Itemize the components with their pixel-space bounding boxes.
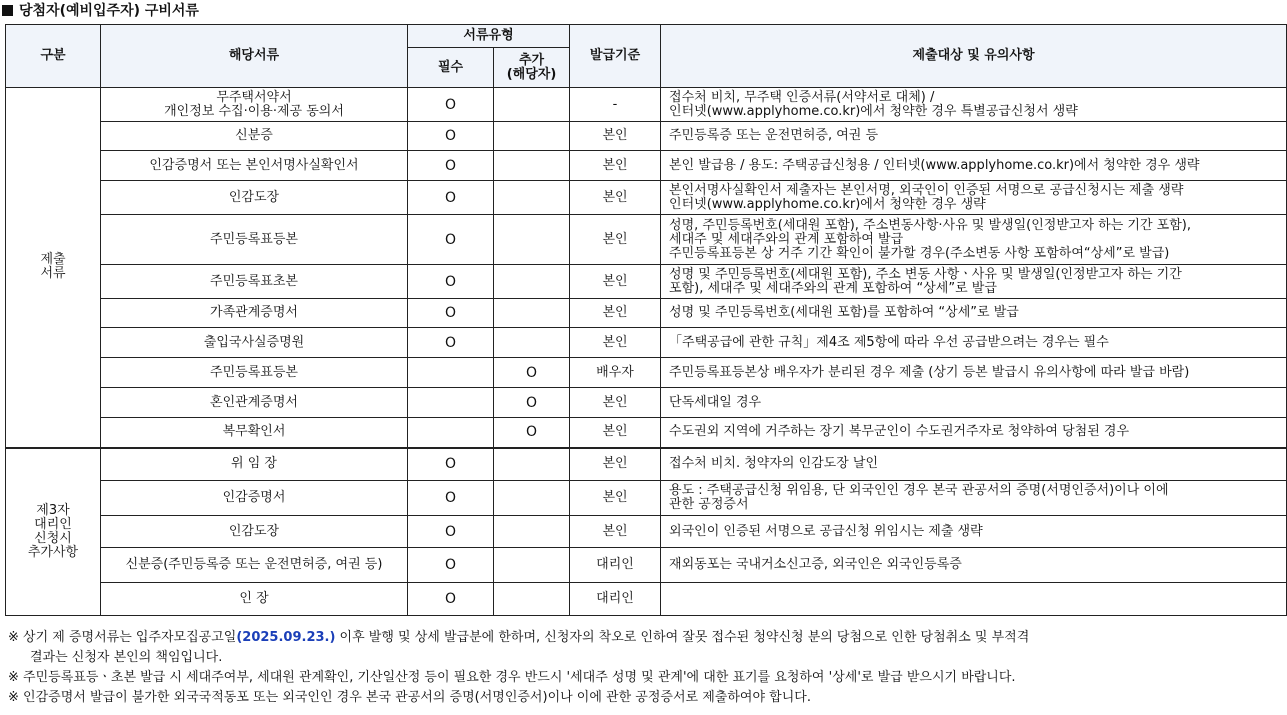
header-row [6, 25, 1287, 48]
issuer-basis: 본인 [570, 181, 661, 215]
notice-date: (2025.09.23.) [236, 630, 336, 645]
table-row [6, 516, 1287, 548]
table-row [6, 358, 1287, 388]
issuer-basis: 본인 [570, 481, 661, 516]
document-name: 무주택서약서 개인정보 수집·이용·제공 동의서 [101, 88, 408, 122]
issuer-basis: 대리인 [570, 583, 661, 616]
required-mark [408, 418, 494, 448]
table-row [6, 181, 1287, 215]
group-label: 제출 서류 [6, 88, 101, 448]
table-row [6, 151, 1287, 181]
additional-mark: O [494, 418, 570, 448]
required-mark: O [408, 88, 494, 122]
additional-mark [494, 151, 570, 181]
document-name: 주민등록표초본 [101, 265, 408, 299]
required-mark: O [408, 265, 494, 299]
footnote-2: ※ 주민등록표등ㆍ초본 발급 시 세대주여부, 세대원 관계확인, 기산일산정 등이 필요한 경우 반드시 '세대주 성명 및 관계'에 대한 표기를 요청하여 '상세'로 발급 받으시기 바랍니다. [8, 670, 1016, 685]
table-row [6, 583, 1287, 616]
footnote-1: ※ 상기 제 증명서류는 입주자모집공고일(2025.09.23.) 이후 발행 및 상세 발급분에 한하며, 신청자의 착오로 인하여 잘못 접수된 청약신청 분의 당첨으로 인한 당첨취소 및 부적격 [8, 630, 1030, 645]
submission-notes: 본인 발급용 / 용도: 주택공급신청용 / 인터넷(www.applyhome.co.kr)에서 청약한 경우 생략 [661, 151, 1287, 181]
required-mark: O [408, 215, 494, 265]
required-mark: O [408, 328, 494, 358]
header-category: 구분 [6, 25, 101, 88]
section-title: 당첨자(예비입주자) 구비서류 [19, 3, 199, 19]
document-name: 주민등록표등본 [101, 215, 408, 265]
additional-mark [494, 299, 570, 328]
additional-mark: O [494, 358, 570, 388]
submission-notes: 수도권외 지역에 거주하는 장기 복무군인이 수도권거주자로 청약하여 당첨된 경우 [661, 418, 1287, 448]
issuer-basis: 본인 [570, 516, 661, 548]
document-name: 주민등록표등본 [101, 358, 408, 388]
submission-notes: 본인서명사실확인서 제출자는 본인서명, 외국인이 인증된 서명으로 공급신청시는 제출 생략 인터넷(www.applyhome.co.kr)에서 청약한 경우 생략 [661, 181, 1287, 215]
footnote-3: ※ 인감증명서 발급이 불가한 외국국적동포 또는 외국인인 경우 본국 관공서의 증명(서명인증서)이나 이에 관한 공정증서로 제출하여야 합니다. [8, 690, 811, 705]
table-row [6, 418, 1287, 448]
table-row [6, 122, 1287, 151]
required-mark: O [408, 548, 494, 583]
required-mark [408, 358, 494, 388]
issuer-basis: 대리인 [570, 548, 661, 583]
required-mark [408, 388, 494, 418]
table-row [6, 481, 1287, 516]
additional-mark [494, 328, 570, 358]
document-name: 인감증명서 [101, 481, 408, 516]
required-mark: O [408, 448, 494, 481]
header-notes: 제출대상 및 유의사항 [661, 25, 1287, 88]
submission-notes: 주민등록증 또는 운전면허증, 여권 등 [661, 122, 1287, 151]
document-name: 신분증(주민등록증 또는 운전면허증, 여권 등) [101, 548, 408, 583]
additional-mark [494, 548, 570, 583]
header-additional: 추가 (해당자) [494, 48, 570, 88]
header-issuer: 발급기준 [570, 25, 661, 88]
document-name: 복무확인서 [101, 418, 408, 448]
table-row [6, 265, 1287, 299]
document-name: 인감증명서 또는 본인서명사실확인서 [101, 151, 408, 181]
additional-mark [494, 516, 570, 548]
document-name: 신분증 [101, 122, 408, 151]
issuer-basis: 본인 [570, 448, 661, 481]
submission-notes: 재외동포는 국내거소신고증, 외국인은 외국인등록증 [661, 548, 1287, 583]
footnotes [8, 628, 1287, 708]
table-row [6, 548, 1287, 583]
required-mark: O [408, 151, 494, 181]
documents-table [5, 24, 1287, 616]
additional-mark [494, 215, 570, 265]
submission-notes: 성명 및 주민등록번호(세대원 포함), 주소 변동 사항ㆍ사유 및 발생일(인정받고자 하는 기간 포함), 세대주 및 세대주와의 관계 포함하여 “상세”로 발급 [661, 265, 1287, 299]
black-square-icon [2, 5, 13, 16]
table-row [6, 88, 1287, 122]
submission-notes: 단독세대일 경우 [661, 388, 1287, 418]
issuer-basis: 배우자 [570, 358, 661, 388]
additional-mark [494, 448, 570, 481]
submission-notes: 접수처 비치. 청약자의 인감도장 날인 [661, 448, 1287, 481]
submission-notes [661, 583, 1287, 616]
section-heading [0, 0, 199, 22]
issuer-basis: 본인 [570, 215, 661, 265]
issuer-basis: 본인 [570, 299, 661, 328]
document-name: 위 임 장 [101, 448, 408, 481]
issuer-basis: 본인 [570, 265, 661, 299]
additional-mark [494, 88, 570, 122]
table-row [6, 299, 1287, 328]
document-name: 인감도장 [101, 516, 408, 548]
submission-notes: 주민등록표등본상 배우자가 분리된 경우 제출 (상기 등본 발급시 유의사항에 따라 발급 바람) [661, 358, 1287, 388]
table-row [6, 388, 1287, 418]
submission-notes: 성명, 주민등록번호(세대원 포함), 주소변동사항·사유 및 발생일(인정받고자 하는 기간 포함), 세대주 및 세대주와의 관계 포함하여 발급 주민등록표등본 상 거주 기간 확인이 불가할 경우(주소변동 사항 포함하여“상세”로 발급) [661, 215, 1287, 265]
table-row [6, 448, 1287, 481]
header-document: 해당서류 [101, 25, 408, 88]
table-row [6, 215, 1287, 265]
required-mark: O [408, 583, 494, 616]
header-required: 필수 [408, 48, 494, 88]
required-mark: O [408, 516, 494, 548]
issuer-basis: 본인 [570, 151, 661, 181]
issuer-basis: 본인 [570, 122, 661, 151]
required-mark: O [408, 122, 494, 151]
table-row [6, 328, 1287, 358]
issuer-basis: 본인 [570, 418, 661, 448]
additional-mark [494, 481, 570, 516]
submission-notes: 접수처 비치, 무주택 인증서류(서약서로 대체) / 인터넷(www.applyhome.co.kr)에서 청약한 경우 특별공급신청서 생략 [661, 88, 1287, 122]
additional-mark [494, 181, 570, 215]
issuer-basis: 본인 [570, 388, 661, 418]
submission-notes: 성명 및 주민등록번호(세대원 포함)를 포함하여 “상세”로 발급 [661, 299, 1287, 328]
document-name: 인 장 [101, 583, 408, 616]
document-name: 출입국사실증명원 [101, 328, 408, 358]
footnote-1-continued: 결과는 신청자 본인의 책임입니다. [30, 650, 223, 665]
additional-mark [494, 122, 570, 151]
document-name: 인감도장 [101, 181, 408, 215]
document-name: 혼인관계증명서 [101, 388, 408, 418]
submission-notes: 용도 : 주택공급신청 위임용, 단 외국인인 경우 본국 관공서의 증명(서명인증서)이나 이에 관한 공정증서 [661, 481, 1287, 516]
required-mark: O [408, 481, 494, 516]
additional-mark [494, 583, 570, 616]
required-mark: O [408, 299, 494, 328]
submission-notes: 「주택공급에 관한 규칙」제4조 제5항에 따라 우선 공급받으려는 경우는 필수 [661, 328, 1287, 358]
submission-notes: 외국인이 인증된 서명으로 공급신청 위임시는 제출 생략 [661, 516, 1287, 548]
issuer-basis: 본인 [570, 328, 661, 358]
group-label: 제3자 대리인 신청시 추가사항 [6, 448, 101, 616]
additional-mark [494, 265, 570, 299]
required-mark: O [408, 181, 494, 215]
header-type-group: 서류유형 [408, 25, 570, 48]
additional-mark: O [494, 388, 570, 418]
document-name: 가족관계증명서 [101, 299, 408, 328]
issuer-basis: - [570, 88, 661, 122]
